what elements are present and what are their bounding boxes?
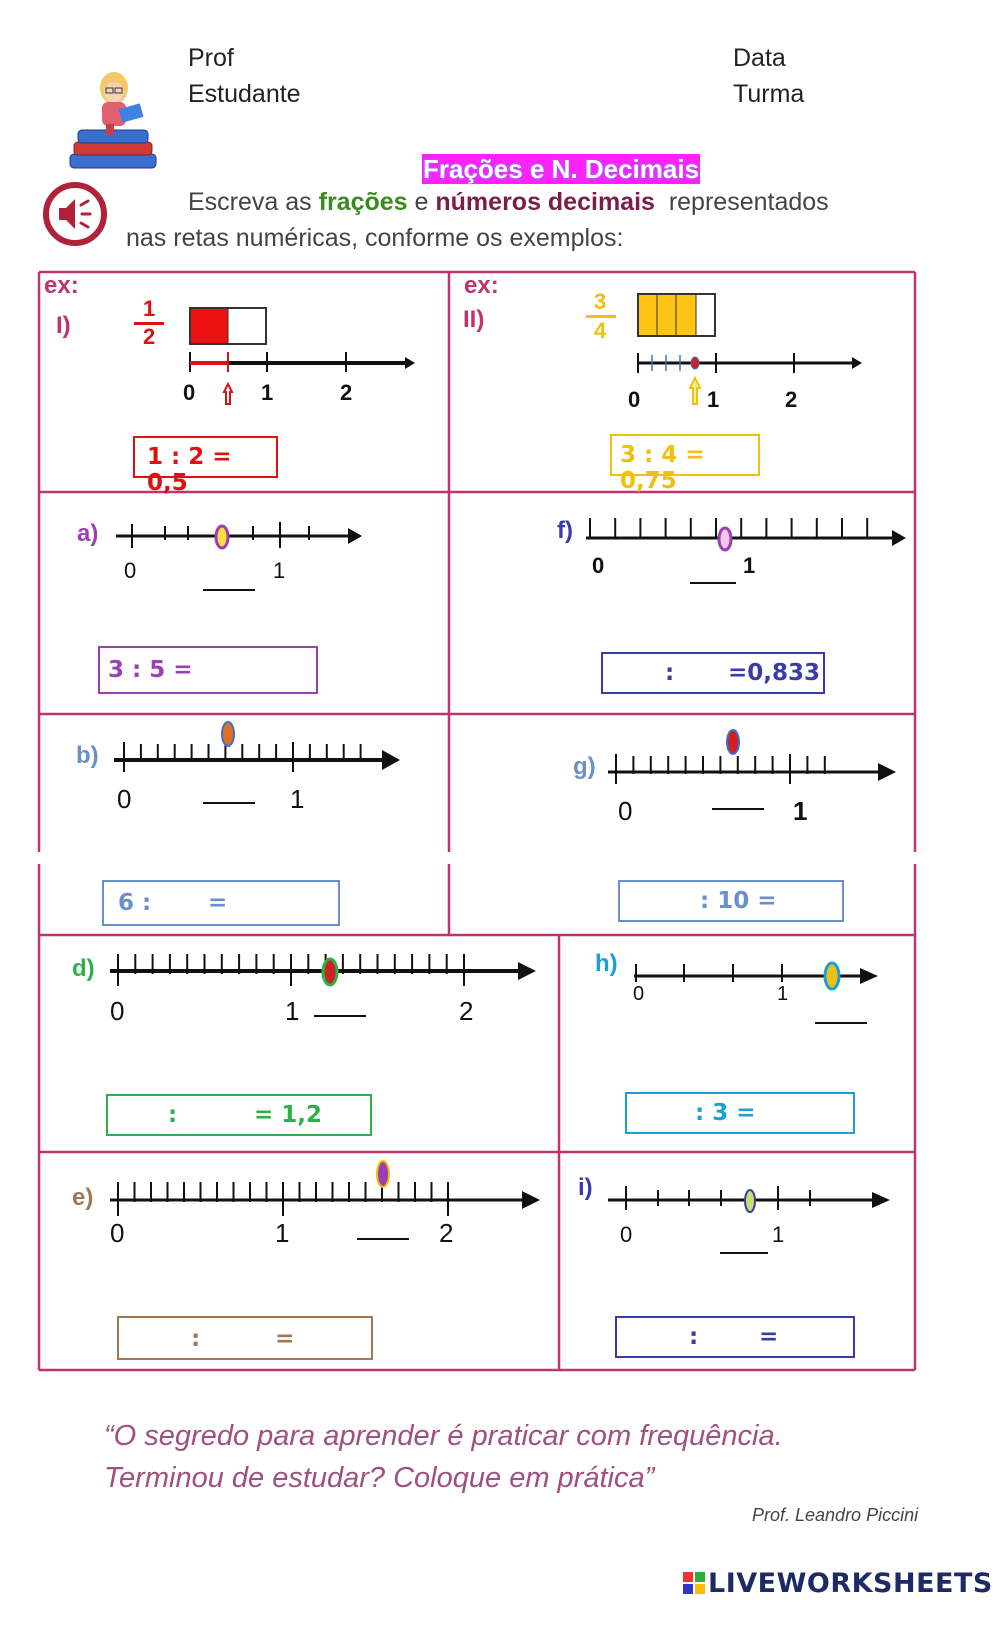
e-answer-blank[interactable] <box>357 1238 409 1240</box>
e-label: e) <box>72 1184 94 1211</box>
instruction-represented: representados <box>668 188 829 216</box>
f-tick-0: 0 <box>592 553 605 578</box>
h-number-line <box>626 948 886 998</box>
ex1-tick-0: 0 <box>183 380 196 405</box>
b-answer-box[interactable] <box>102 880 340 926</box>
i-number-line <box>600 1178 900 1228</box>
i-box-colon: : <box>689 1324 699 1350</box>
i-tick-1: 1 <box>772 1222 785 1247</box>
ex1-label: I) <box>56 312 71 339</box>
liveworksheets-logo-icon <box>683 1572 707 1596</box>
d-label: d) <box>72 955 95 982</box>
b-label: b) <box>76 742 99 769</box>
i-answer-blank[interactable] <box>720 1252 768 1254</box>
f-tick-1: 1 <box>743 553 756 578</box>
d-tick-0: 0 <box>110 996 125 1026</box>
i-box-eq: = <box>759 1324 779 1350</box>
date-label: Data <box>733 44 786 72</box>
b-box-left: 6 : <box>118 890 152 916</box>
g-answer-blank[interactable] <box>712 808 764 810</box>
g-number-line <box>600 728 900 798</box>
ex1-tick-1: 1 <box>261 380 274 405</box>
f-box-result: =0,833 <box>728 660 821 686</box>
d-answer-blank[interactable] <box>314 1015 366 1017</box>
e-tick-1: 1 <box>275 1218 290 1248</box>
i-label: i) <box>578 1174 593 1201</box>
a-number-line <box>108 512 368 562</box>
prof-label: Prof <box>188 44 234 72</box>
ex2-label: II) <box>463 306 485 333</box>
i-tick-0: 0 <box>620 1222 633 1247</box>
ex2-tick-2: 2 <box>785 387 798 412</box>
f-answer-box[interactable] <box>601 652 825 694</box>
d-box-result: = 1,2 <box>254 1102 323 1128</box>
h-answer-blank[interactable] <box>815 1022 867 1024</box>
e-box-colon: : <box>191 1326 201 1352</box>
quote-line1: “O segredo para aprender é praticar com frequência. <box>104 1420 783 1452</box>
class-label: Turma <box>733 80 805 108</box>
e-answer-box[interactable] <box>117 1316 373 1360</box>
d-answer-box[interactable] <box>106 1094 372 1136</box>
student-label: Estudante <box>188 80 301 108</box>
d-box-colon: : <box>168 1102 178 1128</box>
ex2-tag: ex: <box>464 272 499 299</box>
d-tick-2: 2 <box>459 996 474 1026</box>
e-tick-2: 2 <box>439 1218 454 1248</box>
d-tick-1: 1 <box>285 996 300 1026</box>
a-answer-blank[interactable] <box>203 589 255 591</box>
a-tick-1: 1 <box>273 558 286 583</box>
g-label: g) <box>573 753 596 780</box>
b-tick-0: 0 <box>117 784 132 814</box>
h-label: h) <box>595 950 618 977</box>
ex2-denominator: 4 <box>594 318 607 343</box>
ex2-number-line <box>630 290 870 415</box>
e-number-line <box>102 1158 542 1228</box>
fractions-word: frações <box>318 188 408 216</box>
ex2-answer-box: 3 : 4 = 0,75 <box>610 434 760 476</box>
b-number-line <box>106 716 406 786</box>
b-tick-1: 1 <box>290 784 305 814</box>
d-number-line <box>102 944 542 1000</box>
g-answer-box[interactable]: : 10 = <box>618 880 844 922</box>
h-answer-box[interactable]: : 3 = <box>625 1092 855 1134</box>
a-answer-box[interactable]: 3 : 5 = <box>98 646 318 694</box>
f-label: f) <box>557 517 573 544</box>
instruction-line2: nas retas numéricas, conforme os exemplos: <box>126 224 624 252</box>
author: Prof. Leandro Piccini <box>752 1505 919 1525</box>
b-answer-blank[interactable] <box>203 802 255 804</box>
quote-line2: Terminou de estudar? Coloque em prática” <box>104 1462 655 1494</box>
g-tick-1: 1 <box>793 796 808 826</box>
instruction-text: Escreva as <box>188 188 312 216</box>
f-answer-blank[interactable] <box>690 582 736 584</box>
ex2-tick-1: 1 <box>707 387 720 412</box>
ex1-denominator: 2 <box>143 324 156 349</box>
page-title: Frações e N. Decimais <box>423 154 700 184</box>
ex2-tick-0: 0 <box>628 387 641 412</box>
a-label: a) <box>77 520 99 547</box>
ex1-number-line <box>180 300 420 425</box>
brand-name: LIVEWORKSHEETS <box>708 1568 993 1599</box>
ex2-numerator: 3 <box>594 289 607 314</box>
h-tick-1: 1 <box>777 983 789 1005</box>
h-tick-0: 0 <box>633 983 645 1005</box>
ex1-tag: ex: <box>44 272 79 299</box>
instruction-and: e <box>414 188 429 216</box>
decimals-word: números decimais <box>435 188 655 216</box>
e-tick-0: 0 <box>110 1218 125 1248</box>
i-answer-box[interactable] <box>615 1316 855 1358</box>
e-box-eq: = <box>275 1326 295 1352</box>
ex1-answer-box: 1 : 2 = 0,5 <box>133 436 278 478</box>
f-box-colon: : <box>665 660 675 686</box>
ex1-tick-2: 2 <box>340 380 353 405</box>
g-tick-0: 0 <box>618 796 633 826</box>
a-tick-0: 0 <box>124 558 137 583</box>
b-box-eq: = <box>208 890 228 916</box>
ex1-numerator: 1 <box>143 296 156 321</box>
